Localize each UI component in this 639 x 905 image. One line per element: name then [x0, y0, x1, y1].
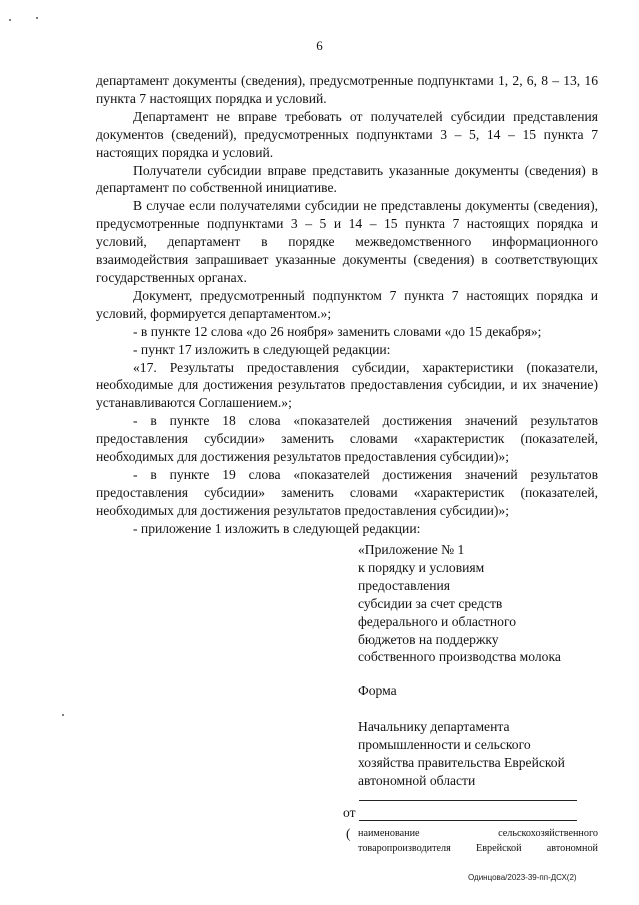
caption-line: товаропроизводителя Еврейской автономной — [358, 843, 598, 854]
paragraph: - пункт 17 изложить в следующей редакции: — [133, 341, 391, 357]
paragraph: департамент документы (сведения), предусмотренные подпунктами 1, 2, 6, 8 – 13, 16 пункта 7 настоящих порядка и условий. — [96, 73, 598, 106]
appendix-line: к порядку и условиям — [358, 559, 485, 575]
appendix-line: собственного производства молока — [358, 649, 561, 665]
appendix-line: субсидии за счет средств — [358, 595, 503, 611]
appendix-line: «Приложение № 1 — [358, 542, 465, 557]
document-code: Одинцова/2023-39-пп-ДСХ(2) — [468, 873, 577, 882]
paragraph: В случае если получателями субсидии не представлены документы (сведения), предусмотренные подпунктами 3 – 5 и 14 – 15 пункта 7 настоящих порядка и условий, департамент в порядке межведомственного информационного взаимодействия запрашивает указанные документы (сведения) в соответствующих государственных органах. — [96, 198, 598, 285]
paragraph: - в пункте 19 слова «показателей достижения значений результатов предоставления субсидии» заменить словами «характеристик (показателей, необходимых для достижения результатов предоставления субсидии)»; — [96, 466, 598, 518]
paragraph: - в пункте 12 слова «до 26 ноября» заменить словами «до 15 декабря»; — [133, 323, 542, 339]
blank-line — [359, 800, 577, 801]
body-text — [96, 72, 598, 538]
scan-speck — [9, 19, 11, 21]
form-label: Форма — [358, 683, 397, 698]
paragraph: Документ, предусмотренный подпунктом 7 пункта 7 настоящих порядка и условий, формируется департаментом.»; — [96, 287, 598, 321]
addressee-line: автономной области — [358, 772, 476, 788]
paragraph: - приложение 1 изложить в следующей редакции: — [133, 520, 421, 536]
addressee-line: Начальнику департамента — [358, 719, 510, 734]
addressee-line: промышленности и сельского — [358, 736, 531, 752]
caption-line: наименование сельскохозяйственного — [358, 828, 598, 839]
paragraph: Департамент не вправе требовать от получателей субсидии представления документов (сведений), предусмотренных подпунктами 3 – 5, 14 – 15 пункта 7 настоящих порядка и условий. — [96, 108, 598, 160]
paragraph: - в пункте 18 слова «показателей достижения значений результатов предоставления субсидии» заменить словами «характеристик (показателей, необходимых для достижения результатов предоставления субсидии)»; — [96, 413, 598, 465]
addressee-block — [358, 718, 608, 790]
page-number: 6 — [316, 38, 323, 53]
addressee-line: хозяйства правительства Еврейской — [358, 754, 565, 770]
appendix-header — [358, 541, 608, 666]
from-label: от — [343, 805, 356, 820]
scan-speck — [62, 714, 64, 716]
appendix-line: предоставления — [358, 577, 451, 593]
field-caption — [358, 826, 598, 856]
paragraph: Получатели субсидии вправе представить указанные документы (сведения) в департамент по собственной инициативе. — [96, 162, 598, 196]
appendix-line: федерального и областного — [358, 613, 516, 629]
scan-speck — [36, 17, 38, 19]
paragraph: «17. Результаты предоставления субсидии, характеристики (показатели, необходимые для достижения результатов предоставления субсидии, и их значение) устанавливаются Соглашением.»; — [96, 359, 598, 411]
caption-open-paren: ( — [346, 826, 351, 841]
appendix-line: бюджетов на поддержку — [358, 631, 499, 647]
blank-line — [359, 820, 577, 821]
